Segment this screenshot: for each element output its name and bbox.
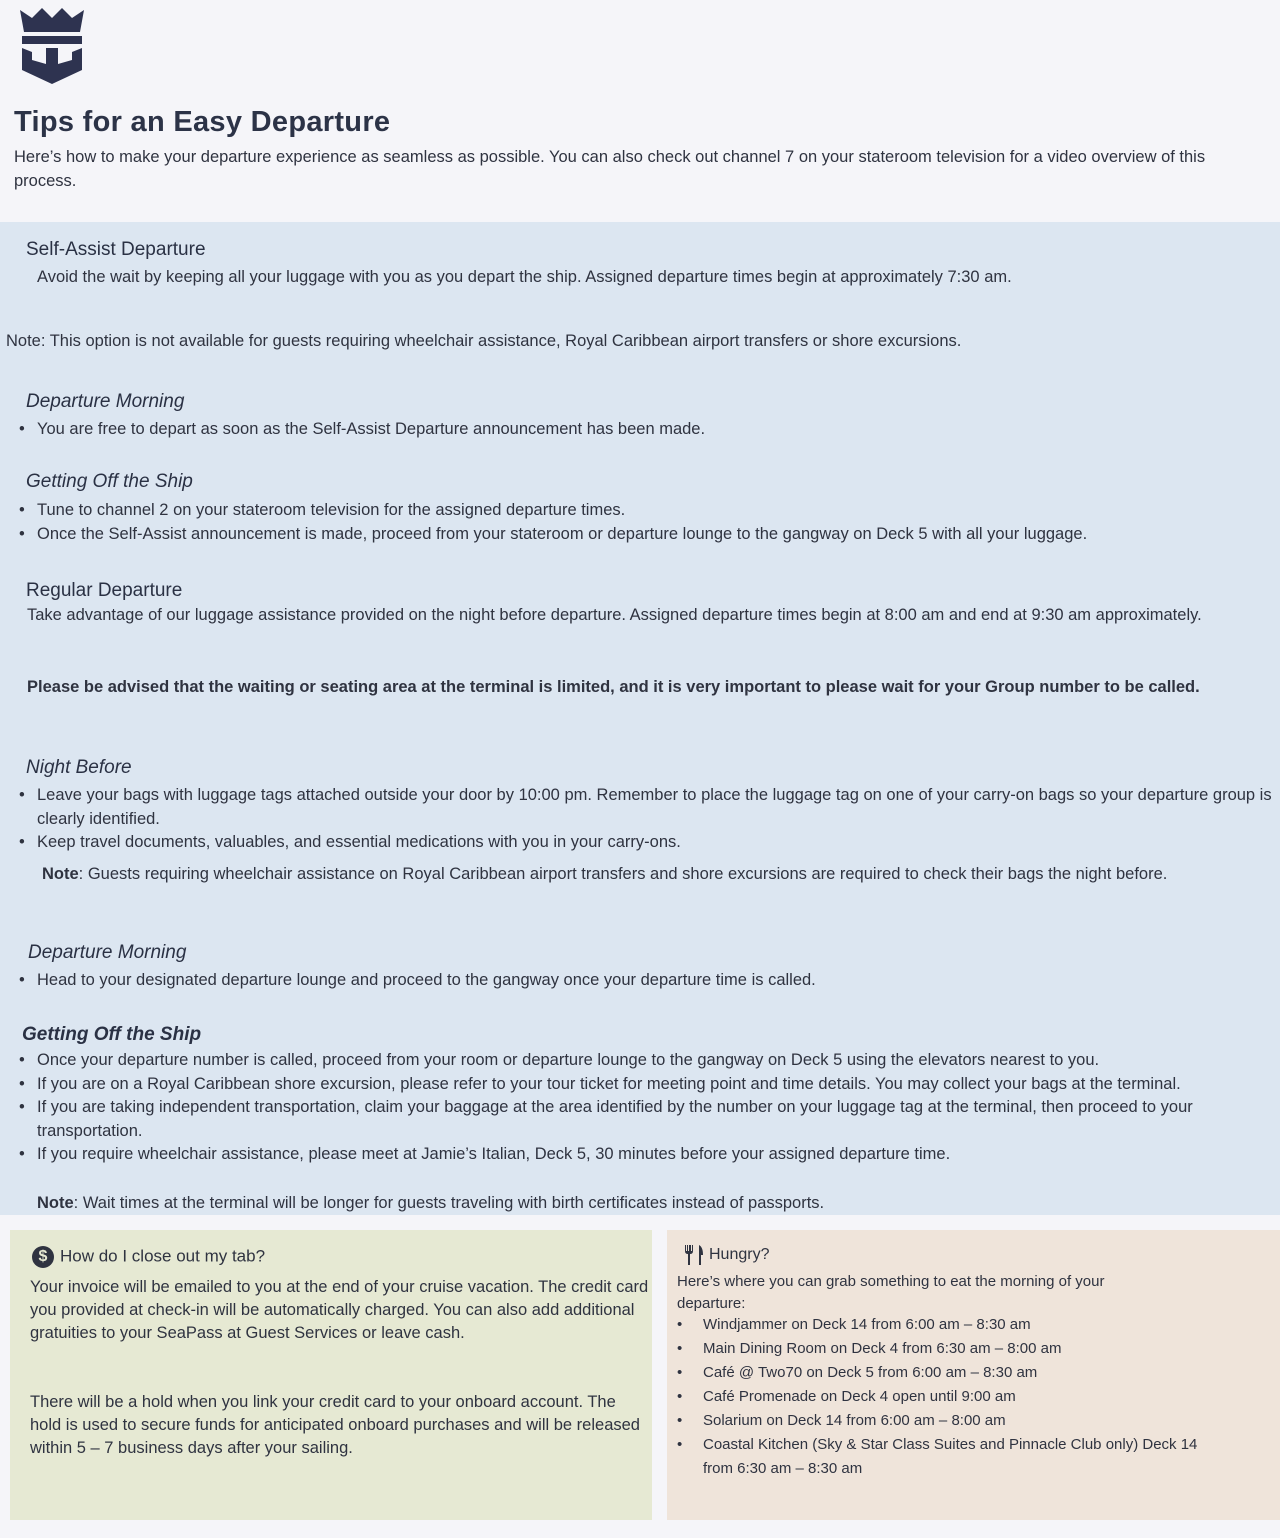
close-tab-title: How do I close out my tab? [60, 1246, 266, 1266]
night-before-note [18, 862, 1273, 887]
list-item: • Leave your bags with luggage tags attached outside your door by 10:00 pm. Remember to place the luggage tag on one of your carry-on bags so your departure group is clearly identified. [15, 784, 1277, 831]
close-tab-paragraph-2: There will be a hold when you link your credit card to your onboard account. The hold is used to secure funds for anticipated onboard purchases and will be released within 5 – 7 business days after your sailing. [30, 1393, 640, 1457]
list-item: • Keep travel documents, valuables, and essential medications with you in your carry-ons. [15, 831, 1277, 855]
dollar-icon: $ [32, 1246, 54, 1268]
list-item: • Main Dining Room on Deck 4 from 6:30 am – 8:00 am [667, 1337, 1207, 1361]
self-assist-heading: Self-Assist Departure [26, 239, 206, 260]
regular-morning-list [15, 969, 1265, 993]
self-assist-morning-list [15, 418, 1265, 442]
list-item: • Once the Self-Assist announcement is made, proceed from your stateroom or departure lounge to the gangway on Deck 5 with all your luggage. [15, 523, 1270, 547]
list-item: • Tune to channel 2 on your stateroom television for the assigned departure times. [15, 499, 1270, 523]
regular-description: Take advantage of our luggage assistance provided on the night before departure. Assigned departure times begin at 8:00 am and end at 9:30 am approximately. [27, 606, 1202, 624]
note-text: : Guests requiring wheelchair assistance on Royal Caribbean airport transfers and shore excursions are required to check their bags the night before. [78, 865, 1168, 883]
night-before-list [15, 784, 1277, 855]
note-label: Note [37, 1194, 74, 1212]
list-item: • Café Promenade on Deck 4 open until 9:00 am [667, 1385, 1207, 1409]
list-item: • If you are taking independent transportation, claim your baggage at the area identified by the number on your luggage tag at the terminal, then proceed to your transportation. [15, 1096, 1265, 1143]
self-assist-note: Note: This option is not available for guests requiring wheelchair assistance, Royal Caribbean airport transfers or shore excursions. [6, 332, 962, 350]
list-item: • Head to your designated departure lounge and proceed to the gangway once your departure time is called. [15, 969, 1265, 993]
hungry-title: Hungry? [709, 1246, 770, 1264]
self-assist-description: Avoid the wait by keeping all your luggage with you as you depart the ship. Assigned departure times begin at approximately 7:30 am. [37, 268, 1012, 286]
list-item: • You are free to depart as soon as the Self-Assist Departure announcement has been made. [15, 418, 1265, 442]
close-tab-box [10, 1230, 652, 1520]
list-item: • Solarium on Deck 14 from 6:00 am – 8:00 am [667, 1409, 1207, 1433]
close-tab-paragraph-1: Your invoice will be emailed to you at the end of your cruise vacation. The credit card you provided at check-in will be automatically charged. You can also add additional gratuities to your SeaPass at Guest Services or leave cash. [30, 1278, 649, 1342]
list-item: • If you require wheelchair assistance, please meet at Jamie’s Italian, Deck 5, 30 minutes before your assigned departure time. [15, 1143, 1265, 1167]
self-assist-off-list [15, 499, 1270, 546]
intro-text: Here’s how to make your departure experience as seamless as possible. You can also check out channel 7 on your stateroom television for a video overview of this process. [14, 148, 1206, 190]
night-before-heading: Night Before [26, 757, 132, 778]
hungry-heading [683, 1244, 769, 1266]
close-tab-heading [32, 1246, 265, 1268]
list-item: • Windjammer on Deck 14 from 6:00 am – 8:30 am [667, 1313, 1207, 1337]
regular-off-list [15, 1049, 1265, 1167]
fork-knife-icon [683, 1244, 709, 1266]
hungry-list [667, 1313, 1207, 1481]
list-item: • Coastal Kitchen (Sky & Star Class Suites and Pinnacle Club only) Deck 14 from 6:30 am – 8:30 am [667, 1433, 1207, 1481]
regular-off-note [37, 1191, 1267, 1216]
page-title: Tips for an Easy Departure [14, 106, 391, 138]
list-item: • Café @ Two70 on Deck 5 from 6:00 am – 8:30 am [667, 1361, 1207, 1385]
hungry-box [667, 1230, 1280, 1520]
note-text: : Wait times at the terminal will be longer for guests traveling with birth certificates instead of passports. [73, 1194, 825, 1212]
regular-advisory: Please be advised that the waiting or seating area at the terminal is limited, and it is very important to please wait for your Group number to be called. [27, 678, 1200, 696]
royal-caribbean-logo [18, 6, 86, 84]
list-item: • If you are on a Royal Caribbean shore excursion, please refer to your tour ticket for meeting point and time details. You may collect your bags at the terminal. [15, 1073, 1265, 1097]
list-item: • Once your departure number is called, proceed from your room or departure lounge to the gangway on Deck 5 using the elevators nearest to you. [15, 1049, 1265, 1073]
self-assist-morning-heading: Departure Morning [26, 391, 185, 412]
note-label: Note [42, 865, 79, 883]
regular-departure-heading: Regular Departure [26, 580, 183, 601]
self-assist-off-heading: Getting Off the Ship [26, 471, 193, 492]
regular-off-heading: Getting Off the Ship [22, 1024, 202, 1045]
hungry-intro: Here’s where you can grab something to eat the morning of your departure: [677, 1273, 1105, 1312]
regular-morning-heading: Departure Morning [28, 942, 187, 963]
